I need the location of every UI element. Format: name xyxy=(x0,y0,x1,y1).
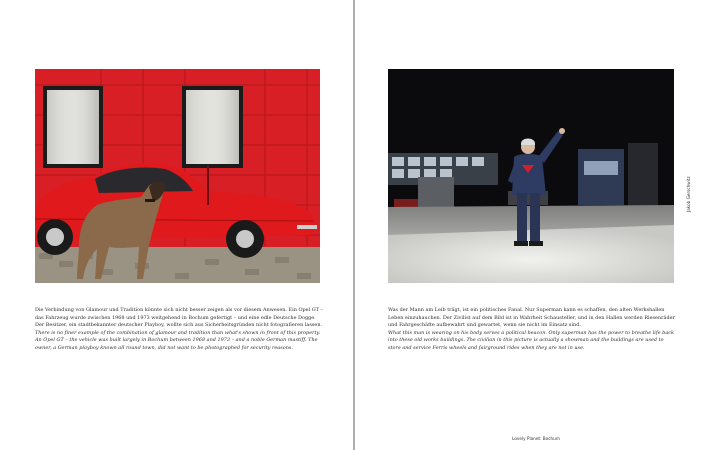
photo-credit: Jakob Gerschwitz xyxy=(686,176,691,212)
left-caption xyxy=(35,307,323,353)
opel-gt-dog-illustration xyxy=(35,69,320,283)
right-caption-german: Was der Mann am Leib trägt, ist ein politisches Fanal. Nur Superman kann es schaffen, den alten Werkshallen Leben einzuhauchen. Der Zivilist auf dem Bild ist in Wahrheit Schausteller, und in den Hallen werden Riesenräder und Fahrgeschäfte aufbewahrt und gewartet, wenn sie nicht im Einsatz sind. xyxy=(388,307,675,329)
right-page xyxy=(356,0,706,450)
right-caption xyxy=(388,307,676,353)
spine-gutter xyxy=(353,0,355,450)
right-caption-english: What this man is wearing on his body serves a political beacon. Only superman has the power to breathe life back into these old works buildings. The civilian in this picture is actually a showman and the buildings are used to store and service Ferris wheels and fairground rides when they are not in use. xyxy=(388,329,674,351)
hall-superman-illustration xyxy=(388,69,674,283)
left-caption-english: There is no finer example of the combination of glamour and tradition than what's shown in front of this property. An Opel GT – the vehicle was built largely in Bochum between 1968 and 1973 – and a noble German mastiff. The owner, a German playboy known all round town, did not want to be photographed for security reasons. xyxy=(35,329,321,351)
photo-opel-gt-and-dog xyxy=(35,69,320,283)
photo-superman-in-hall xyxy=(388,69,674,283)
page-folio: Lovely Planet: Bochum xyxy=(512,436,560,441)
left-caption-german: Die Verbindung von Glamour und Tradition könnte sich nicht besser zeigen als vor diesem Anwesen. Ein Opel GT – das Fahrzeug wurde zwischen 1968 und 1973 weitgehend in Bochum gefertigt – und eine edle Deutsche Dogge. Der Besitzer, ein stadtbekannter deutscher Playboy, wollte sich aus Sicherheitsgründen nicht fotografieren lassen. xyxy=(35,307,323,329)
